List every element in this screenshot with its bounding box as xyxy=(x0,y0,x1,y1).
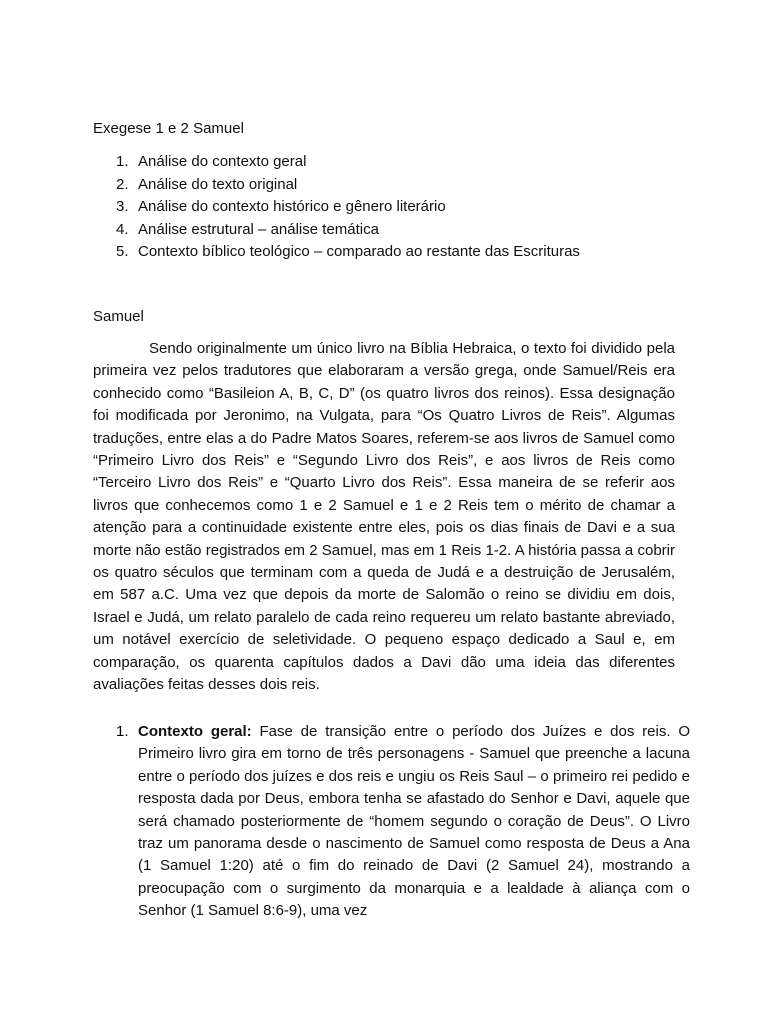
outline-item xyxy=(93,241,693,264)
section-heading: Samuel xyxy=(93,308,144,325)
section-item-label: Contexto geral: xyxy=(138,723,252,740)
outline-item-text: Análise do texto original xyxy=(138,175,298,193)
outline-item-text: Contexto bíblico teológico – comparado ao restante das Escrituras xyxy=(138,243,580,260)
document-title: Exegese 1 e 2 Samuel xyxy=(93,120,244,137)
section-item-body: Fase de transição entre o período dos Juízes e dos reis. O Primeiro livro gira em torno de três personagens - Samuel que preenche a lacuna entre o período dos juízes e dos reis e ungiu os Reis Saul – o primeiro rei pedido e resposta dada por Deus, embora tenha se afastado do Senhor e Davi, aquele que será chamado posteriormente de “homem segundo o coração de Deus”. O Livro traz um panorama desde o nascimento de Samuel como resposta de Deus a Ana (1 Samuel 1:20) até o fim do reinado de Davi (2 Samuel 24), mostrando a preocupação com o surgimento da monarquia e a lealdade à aliança com o Senhor (1 Samuel 8:6-9), uma vez xyxy=(138,723,690,920)
section-item-number: 1. xyxy=(116,723,129,740)
outline-item-number: 5. xyxy=(116,243,129,260)
outline-item-number: 4. xyxy=(116,220,129,238)
body-paragraph: Sendo originalmente um único livro na Bíblia Hebraica, o texto foi dividido pela primeira vez pelos tradutores que elaboraram a versão grega, onde Samuel/Reis era conhecido como “Basileion A, B, C, D” (os quatro livros dos reinos). Essa designação foi modificada por Jeronimo, na Vulgata, para “Os Quatro Livros de Reis”. Algumas traduções, entre elas a do Padre Matos Soares, referem-se aos livros de Samuel como “Primeiro Livro dos Reis” e “Segundo Livro dos Reis”, e aos livros de Reis como “Terceiro Livro dos Reis” e “Quarto Livro dos Reis”. Essa maneira de se referir aos livros que conhecemos como 1 e 2 Samuel e 1 e 2 Reis tem o mérito de chamar a atenção para a continuidade existente entre eles, pois os dias finais de Davi e a sua morte não estão registrados em 2 Samuel, mas em 1 Reis 1-2. A história passa a cobrir os quatro séculos que terminam com a queda de Judá e a destruição de Jerusalém, em 587 a.C. Uma vez que depois da morte de Salomão o reino se dividiu em dois, Israel e Judá, um relato paralelo de cada reino requereu um relato bastante abreviado, um notável exercício de seletividade. O pequeno espaço dedicado a Saul e, em comparação, os quarenta capítulos dados a Davi dão uma ideia das diferentes avaliações feitas desses dois reis. xyxy=(93,340,675,694)
outline-item-number: 3. xyxy=(116,198,129,215)
numbered-section-item xyxy=(93,721,693,923)
outline-item xyxy=(93,151,693,174)
section-item-text xyxy=(138,721,690,923)
outline-item xyxy=(93,196,693,219)
outline-item-text: Análise do contexto geral xyxy=(138,153,307,170)
outline-item-text: Análise do contexto histórico e gênero literário xyxy=(138,198,446,215)
outline-list xyxy=(93,151,693,264)
outline-item-number: 1. xyxy=(116,153,129,170)
outline-item-number: 2. xyxy=(116,175,129,193)
outline-item-text: Análise estrutural – análise temática xyxy=(138,220,379,238)
outline-item xyxy=(93,174,693,197)
numbered-section-list xyxy=(93,721,693,923)
outline-item xyxy=(93,219,693,242)
